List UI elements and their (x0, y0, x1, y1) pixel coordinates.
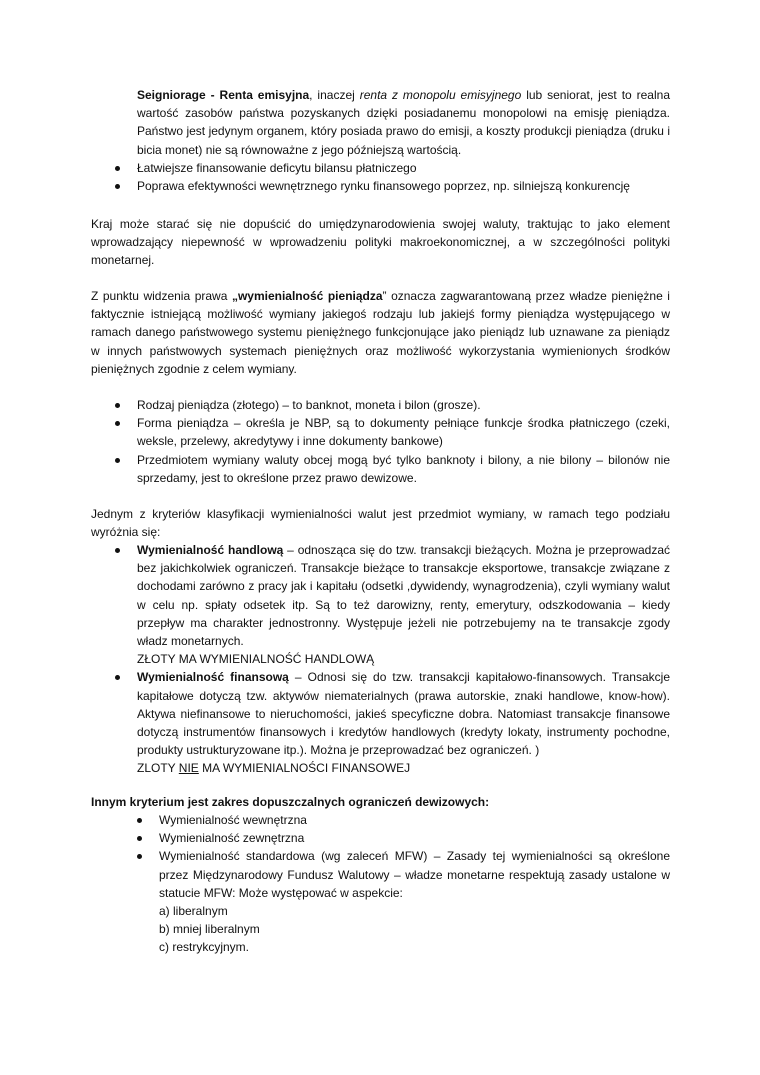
trade-note: ZŁOTY MA WYMIENIALNOŚĆ HANDLOWĄ (137, 652, 375, 667)
bullet-icon (137, 836, 142, 841)
list-item-text: Wymienialność zewnętrzna (159, 831, 305, 846)
financial-note-post: MA WYMIENIALNOŚCI FINANSOWEJ (198, 761, 411, 776)
restrictions-list (159, 811, 670, 957)
list-item-text: Wymienialność standardowa (wg zaleceń MFW) – Zasady tej wymienialności są określone przez Międzynarodowy Fundusz Walutowy – władze monetarne respektują zasady ustalone w statucie MFW: Może występować w aspekcie: (159, 849, 670, 900)
convertibility-types-list (137, 541, 670, 778)
list-item-financial (137, 668, 670, 777)
bullet-icon (115, 458, 120, 463)
seigniorage-paragraph (137, 86, 670, 159)
aspect-item: a) liberalnym (159, 904, 228, 919)
list-item (159, 847, 670, 902)
financial-note (137, 759, 670, 777)
list-item (137, 451, 670, 487)
financial-term: Wymienialność finansową (137, 670, 289, 685)
bullet-icon (115, 548, 120, 553)
financial-note-pre: ZLOTY (137, 761, 179, 776)
bullet-icon (137, 818, 142, 823)
list-item-text: Wymienialność wewnętrzna (159, 813, 307, 827)
aspect-item: b) mniej liberalnym (159, 922, 260, 937)
list-item (159, 811, 670, 829)
bullet-icon (137, 854, 142, 859)
bullet-icon (115, 166, 120, 171)
legal-text-pre: Z punktu widzenia prawa (91, 289, 232, 303)
list-item (159, 829, 670, 847)
trade-term: Wymienialność handlową (137, 543, 284, 557)
classification-intro: Jednym z kryteriów klasyfikacji wymienialności walut jest przedmiot wymiany, w ramach tego podziału wyróżnia się: (91, 507, 670, 540)
aspect-item: c) restrykcyjnym. (159, 940, 249, 955)
list-item-text: Forma pieniądza – określa je NBP, są to dokumenty pełniące funkcje środka płatniczego (czeki, weksle, przelewy, akredytywy i inne dokumenty bankowe) (137, 416, 670, 449)
restrictions-heading-text: Innym kryterium jest zakres dopuszczalnych ograniczeń dewizowych: (91, 795, 490, 809)
bullet-icon (115, 675, 120, 680)
list-item-text: Poprawa efektywności wewnętrznego rynku finansowego poprzez, np. silniejszą konkurencję (137, 179, 630, 194)
restrictions-heading (91, 793, 670, 811)
list-item-trade (137, 541, 670, 668)
internationalization-paragraph: Kraj może starać się nie dopuścić do umiędzynarodowienia swojej waluty, traktując to jako element wprowadzający niepewność w wprowadzeniu polityki makroekonomicznej, a w szczególności polityki monetarnej. (91, 217, 670, 268)
list-item (137, 177, 670, 195)
list-item (137, 159, 670, 177)
seigniorage-text-1: , inaczej (309, 88, 360, 102)
list-item (137, 414, 670, 450)
list-item-text: Łatwiejsze finansowanie deficytu bilansu płatniczego (137, 161, 417, 175)
list-item-text: Przedmiotem wymiany waluty obcej mogą być tylko banknoty i bilony, a nie bilony – bilonów nie sprzedamy, jest to określone przez prawo dewizowe. (137, 452, 670, 485)
bullet-icon (115, 403, 120, 408)
advantages-list (137, 159, 670, 195)
trade-text: – odnosząca się do tzw. transakcji bieżących. Można je przeprowadzać bez jakichkolwiek ograniczeń. Transakcje bieżące to transakcje eksportowe, transakcje związane z dochodami zarówno z pracy jak i kapitału (odsetki ,dywidendy, wynagrodzenia), czyli wymiany walut w celu np. spłaty odsetek itp. Są to też darowizny, renty, emerytury, odszkodowania – kiedy przepływ ma charakter jednostronny. Występuje jeżeli nie potrzebujemy na te transakcje zgody władz monetarnych. (137, 543, 670, 649)
money-items-list (137, 396, 670, 487)
bullet-icon (115, 421, 120, 426)
bullet-icon (115, 184, 120, 189)
list-item (137, 396, 670, 414)
financial-note-negation: NIE (178, 761, 199, 776)
seigniorage-term: Seigniorage - Renta emisyjna (137, 88, 310, 102)
list-item-text: Rodzaj pieniądza (złotego) – to banknot, moneta i bilon (grosze). (137, 398, 481, 412)
legal-definition-paragraph (91, 287, 670, 378)
legal-term: „wymienialność pieniądza (231, 289, 383, 303)
financial-text: – Odnosi się do tzw. transakcji kapitałowo-finansowych. Transakcje kapitałowe dotyczą tzw. aktywów niematerialnych (prawa autorskie, znaki handlowe, know-how). Aktywa niefinansowe to nieruchomości, jakieś specyficzne dobra. Natomiast transakcje finansowe dotyczą instrumentów finansowych i kredytów handlowych (kredyty lokaty, instrumenty pochodne, produkty ustrukturyzowane itp.). Można je przeprowadzać bez ograniczeń. ) (137, 670, 670, 758)
seigniorage-text-2: lub seniorat, jest to realna wartość zasobów państwa pozyskanych dzięki posiadanemu monopolowi na emisję pieniądza. Państwo jest jedynym organem, który posiada prawo do emisji, a koszty produkcji pieniądza (druku i bicia monet) nie są równoważne z jego późniejszą wartością. (137, 88, 670, 157)
seigniorage-italic: renta z monopolu emisyjnego (359, 88, 522, 102)
legal-text-post: ” oznacza zagwarantowaną przez władze pieniężne i faktycznie istniejącą możliwość wymiany jakiegoś rodzaju lub jakiejś formy pieniądza występującego w ramach danego państwowego systemu pieniężnego funkcjonujące jako pieniądz lub uznawane za pieniądz w innych państwowych systemach pieniężnych oraz możliwość wykorzystania wymienionych środków pieniężnych zgodnie z celem wymiany. (91, 289, 670, 376)
